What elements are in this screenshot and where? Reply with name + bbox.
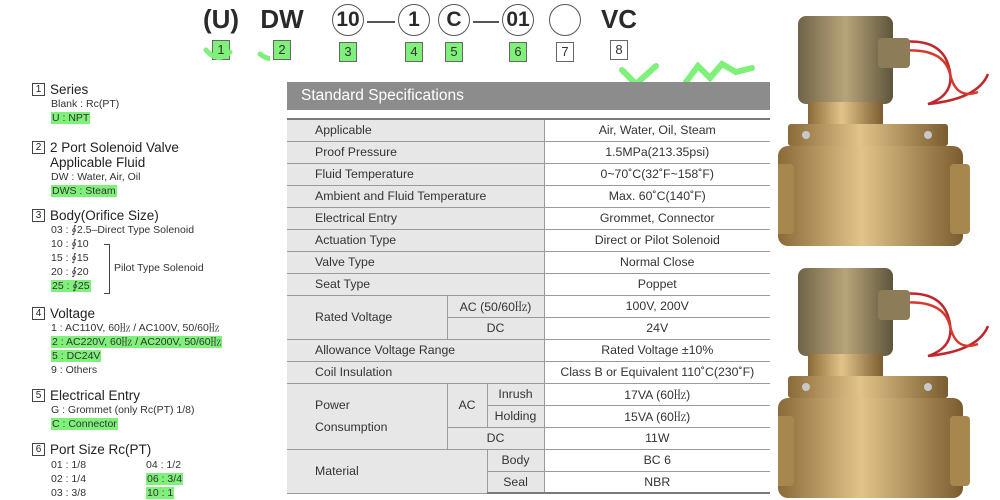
solenoid-valve-photo: [778, 256, 1000, 500]
table-row: Electrical Entry Grommet, Connector: [287, 207, 770, 229]
code-number: 2: [273, 40, 291, 60]
spec-table: [287, 118, 770, 494]
legend-number: 2: [32, 141, 45, 154]
code-part-voltage: 1 4: [396, 4, 432, 62]
code-number: 7: [556, 42, 574, 62]
table-row: Proof Pressure 1.5MPa(213.35psi): [287, 141, 770, 163]
table-row: DC 11W: [287, 427, 770, 449]
table-row: Allowance Voltage Range Rated Voltage ±10%: [287, 339, 770, 361]
code-part-port: 01 6: [500, 4, 536, 62]
table-row: Rated Voltage AC (50/60㎐) 100V, 200V: [287, 295, 770, 317]
legend-voltage: 4 Voltage 1 : AC110V, 60㎐ / AC100V, 50/60㎐ 2 : AC220V, 60㎐ / AC200V, 50/60㎐ 5 : DC24V 9 : Others: [32, 306, 222, 377]
spec-title: Standard Specifications: [287, 82, 770, 110]
code-dash: [367, 21, 395, 23]
legend-fluid: 2 2 Port Solenoid Valve Applicable Fluid DW : Water, Air, Oil DWS : Steam: [32, 140, 179, 198]
solenoid-valve-photo: [778, 4, 1000, 250]
legend-body: 3 Body(Orifice Size) 03 : ∮2.5–Direct Type Solenoid 10 : ∮10 15 : ∮15 20 : ∮20 25 : ∮25 Pilot Type Solenoid: [32, 208, 194, 293]
table-row: Actuation Type Direct or Pilot Solenoid: [287, 229, 770, 251]
table-row: Fluid Temperature 0~70˚C(32˚F~158˚F): [287, 163, 770, 185]
code-number: 6: [509, 42, 527, 62]
code-part-fluid: DW 2: [258, 4, 306, 60]
code-dash: [473, 21, 499, 23]
spec-table-wrap: [287, 118, 770, 492]
table-row: Coil Insulation Class B or Equivalent 110˚C(230˚F): [287, 361, 770, 383]
legend-number: 3: [32, 209, 45, 222]
table-row: Ambient and Fluid Temperature Max. 60˚C(140˚F): [287, 185, 770, 207]
legend-port: 6 Port Size Rc(PT) 01 : 1/8 04 : 1/2 02 : 1/4 06 : 3/4 03 : 3/8 10 : 1: [32, 442, 282, 500]
bracket: [104, 244, 110, 294]
table-row: Material Body BC 6: [287, 449, 770, 471]
code-number: 5: [445, 42, 463, 62]
code-number: 8: [610, 40, 628, 60]
table-row: Applicable Air, Water, Oil, Steam: [287, 119, 770, 141]
table-row: DC 24V: [287, 317, 770, 339]
table-row: Seal NBR: [287, 471, 770, 493]
code-part-entry: C 5: [436, 4, 472, 62]
code-number: 4: [405, 42, 423, 62]
code-number: 1: [212, 40, 230, 60]
table-row: Valve Type Normal Close: [287, 251, 770, 273]
table-row: Holding 15VA (60㎐): [287, 405, 770, 427]
legend-number: 5: [32, 389, 45, 402]
legend-number: 6: [32, 443, 45, 456]
legend-number: 1: [32, 83, 45, 96]
code-part-8: VC 8: [596, 4, 642, 60]
table-row: Power Consumption AC Inrush 17VA (60㎐): [287, 383, 770, 405]
code-part-series: (U) 1: [200, 4, 242, 60]
legend-entry: 5 Electrical Entry G : Grommet (only Rc(PT) 1/8) C : Connector: [32, 388, 195, 431]
legend-number: 4: [32, 307, 45, 320]
marker-scribble: [200, 40, 270, 66]
code-part-7: [547, 4, 583, 62]
code-part-body: 10 3: [330, 4, 366, 62]
table-row: Seat Type Poppet: [287, 273, 770, 295]
legend-series: 1 Series Blank : Rc(PT) U : NPT: [32, 82, 119, 125]
code-number: 3: [339, 42, 357, 62]
